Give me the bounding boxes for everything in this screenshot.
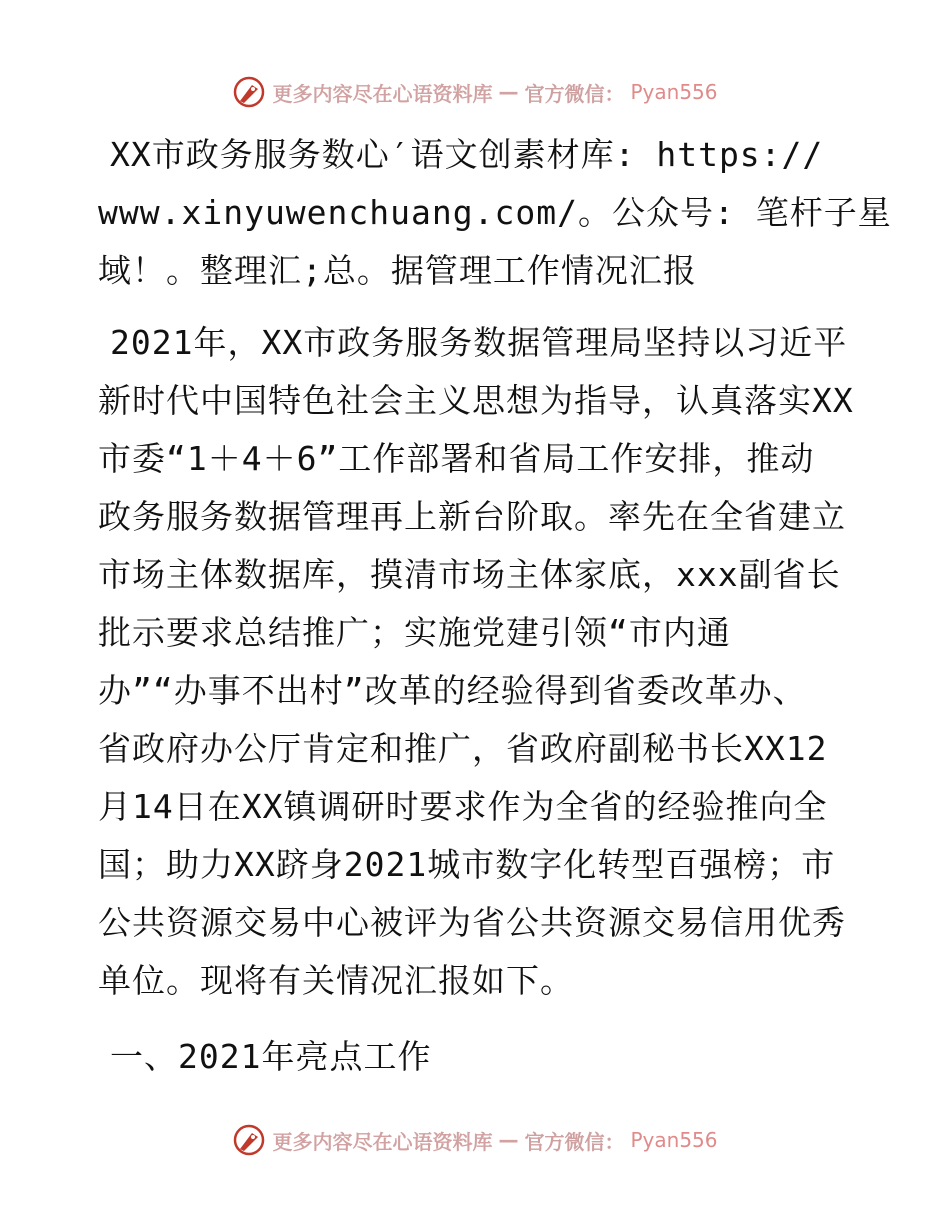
intro-paragraph xyxy=(98,314,868,1010)
body-line: 市场主体数据库，摸清市场主体家底，xxx副省长 xyxy=(98,555,841,594)
body-line: 政务服务数据管理再上新台阶取。率先在全省建立 xyxy=(98,497,846,536)
section-heading-block xyxy=(98,1028,868,1086)
body-line: 公共资源交易中心被评为省公共资源交易信用优秀 xyxy=(98,903,846,942)
body-line: 单位。现将有关情况汇报如下。 xyxy=(98,961,574,1000)
title-line: www.xinyuwenchuang.com/。公众号: 笔杆子星 xyxy=(98,193,892,232)
banner-dash: — xyxy=(498,80,519,104)
banner-dash: — xyxy=(498,1128,519,1152)
banner-main-text: 更多内容尽在心语资料库 xyxy=(272,1129,493,1154)
pen-nib-logo-icon xyxy=(232,75,266,109)
banner-wechat-id: Pyan556 xyxy=(630,80,718,104)
bottom-watermark-banner xyxy=(0,1120,950,1160)
body-line: 新时代中国特色社会主义思想为指导，认真落实XX xyxy=(98,381,854,420)
title-line: XX市政务服务数心′语文创素材库: https:// xyxy=(110,135,824,174)
body-line: 2021年，XX市政务服务数据管理局坚持以习近平 xyxy=(110,323,848,362)
body-line: 市委“1＋4＋6”工作部署和省局工作安排，推动 xyxy=(98,439,815,478)
title-paragraph xyxy=(98,126,892,300)
banner-sub-text: 官方微信： xyxy=(524,1129,625,1154)
body-line: 批示要求总结推广；实施党建引领“市内通 xyxy=(98,613,731,652)
body-line: 省政府办公厅肯定和推广，省政府副秘书长XX12 xyxy=(98,729,828,768)
body-line: 月14日在XX镇调研时要求作为全省的经验推向全 xyxy=(98,787,828,826)
body-line: 办”“办事不出村”改革的经验得到省委改革办、 xyxy=(98,671,807,710)
banner-main-text: 更多内容尽在心语资料库 xyxy=(272,81,493,106)
banner-sub-text: 官方微信： xyxy=(524,81,625,106)
body-line: 国；助力XX跻身2021城市数字化转型百强榜；市 xyxy=(98,845,836,884)
top-watermark-banner xyxy=(0,72,950,112)
pen-nib-logo-icon xyxy=(232,1123,266,1157)
banner-wechat-id: Pyan556 xyxy=(630,1128,718,1152)
document-body xyxy=(98,126,892,1100)
section-heading: 一、2021年亮点工作 xyxy=(110,1037,432,1076)
title-line: 域！。整理汇;总。据管理工作情况汇报 xyxy=(98,251,697,290)
